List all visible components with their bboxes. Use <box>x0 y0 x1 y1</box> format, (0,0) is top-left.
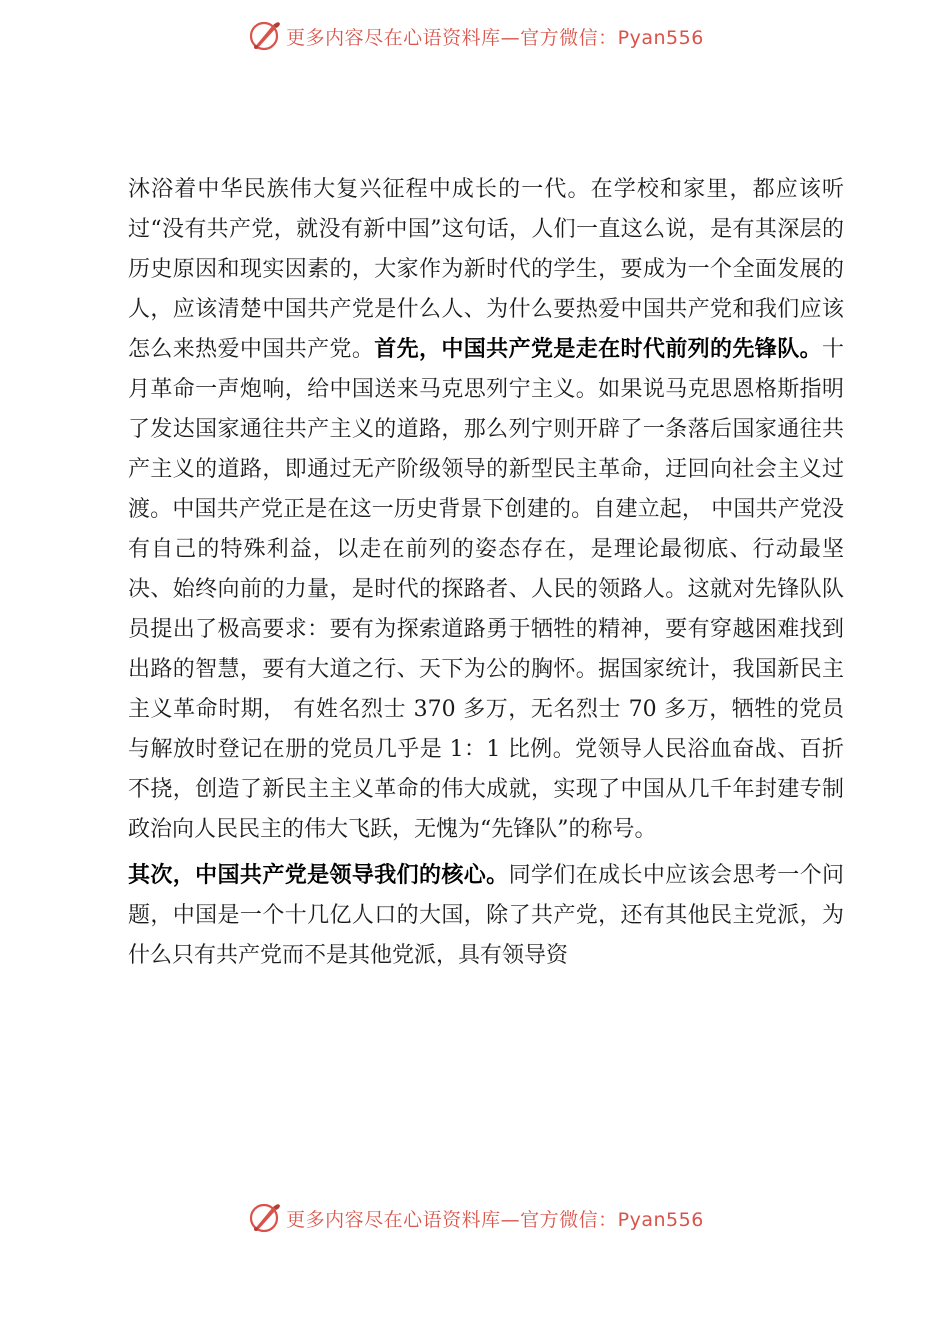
header-text: 更多内容尽在心语资料库—官方微信：Pyan556 <box>286 26 704 49</box>
paragraph-2-body: 同学们在成长中应该会思考一个问题，中国是一个十几亿人口的大国，除了共产党，还有其他民主党派，为什么只有共产党而不是其他党派，具有领导资 <box>128 863 844 968</box>
footer-banner <box>0 1198 950 1238</box>
paragraph-1-heading: 首先，中国共产党是走在时代前列的先锋队。 <box>374 337 822 362</box>
paragraph-1-body: 十月革命一声炮响，给中国送来马克思列宁主义。如果说马克思恩格斯指明了发达国家通往共产主义的道路，那么列宁则开辟了一条落后国家通往共产主义的道路，即通过无产阶级领导的新型民主革命，迂回向社会主义过渡。中国共产党正是在这一历史背景下创建的。自建立起， 中国共产党没有自己的特殊利益，以走在前列的姿态存在，是理论最彻底、行动最坚决、始终向前的力量，是时代的探路者、人民的领路人。这就对先锋队队员提出了极高要求：要有为探索道路勇于牺牲的精神，要有穿越困难找到出路的智慧，要有大道之行、天下为公的胸怀。据国家统计，我国新民主主义革命时期， 有姓名烈士 370 多万，无名烈士 70 多万，牺牲的党员与解放时登记在册的党员几乎是 1：1 比例。党领导人民浴血奋战、百折不挠，创造了新民主主义革命的伟大成就，实现了中国从几千年封建专制政治向人民民主的伟大飞跃，无愧为“先锋队”的称号。 <box>128 337 844 842</box>
paragraph-1 <box>128 170 844 850</box>
paragraph-2-heading: 其次，中国共产党是领导我们的核心。 <box>128 863 509 888</box>
paragraph-1-intro: 沐浴着中华民族伟大复兴征程中成长的一代。在学校和家里，都应该听过“没有共产党，就没有新中国”这句话，人们一直这么说，是有其深层的历史原因和现实因素的，大家作为新时代的学生，要成为一个全面发展的人，应该清楚中国共产党是什么人、为什么要热爱中国共产党和我们应该怎么来热爱中国共产党。 <box>128 177 844 362</box>
quill-logo-icon <box>246 1200 282 1236</box>
document-body <box>128 170 844 976</box>
quill-logo-icon <box>246 18 282 54</box>
header-banner <box>0 16 950 56</box>
paragraph-2 <box>128 856 844 976</box>
footer-text: 更多内容尽在心语资料库—官方微信：Pyan556 <box>286 1208 704 1231</box>
